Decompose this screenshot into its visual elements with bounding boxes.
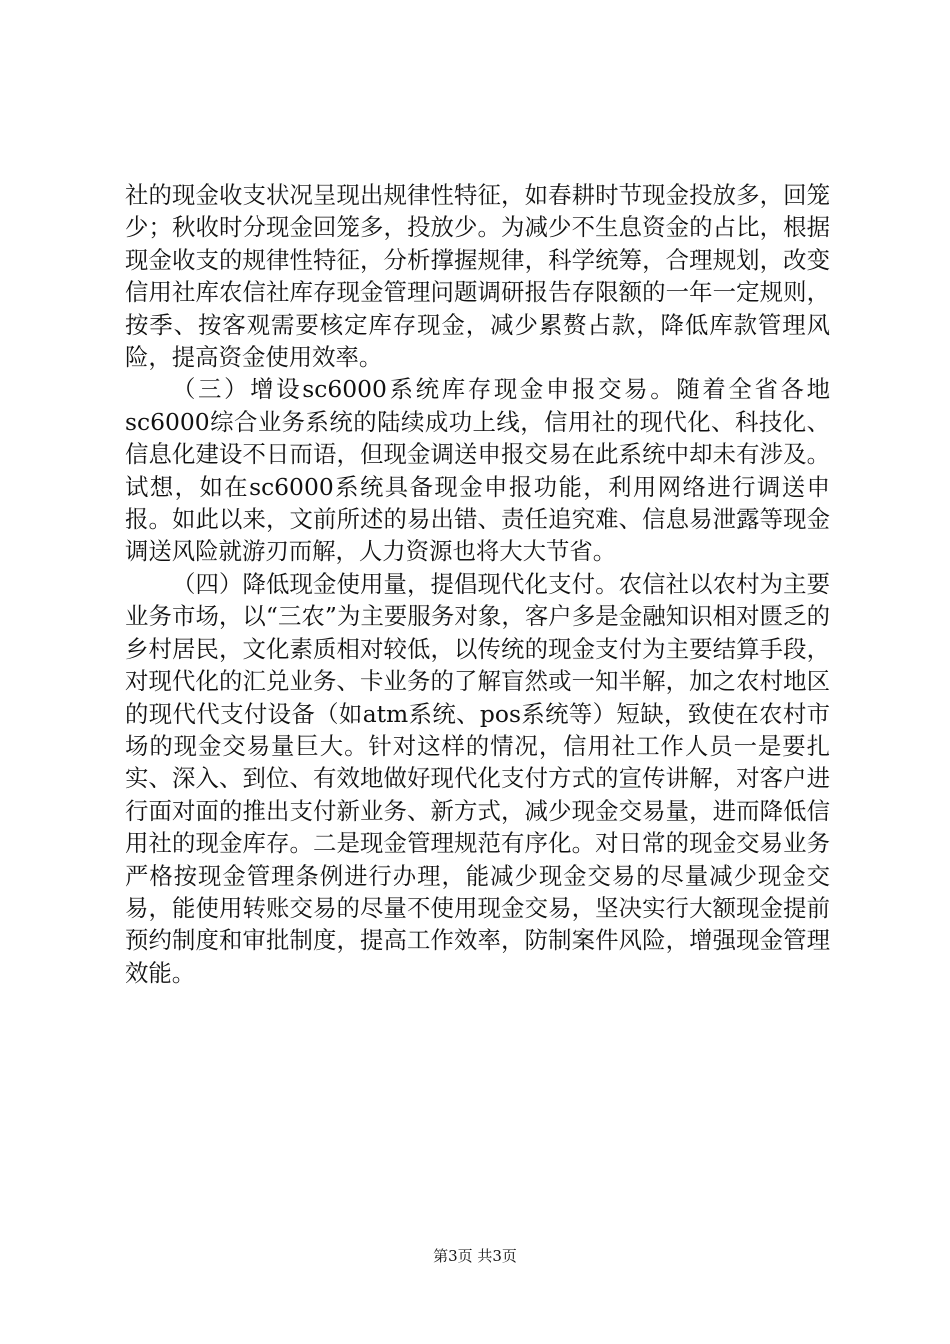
- paragraph-3: （四）降低现金使用量，提倡现代化支付。农信社以农村为主要业务市场，以“三农”为主要服务对象，客户多是金融知识相对匮乏的乡村居民，文化素质相对较低，以传统的现金支付为主要结算手段，对现代化的汇兑业务、卡业务的了解盲然或一知半解，加之农村地区的现代代支付设备（如atm系统、pos系统等）短缺，致使在农村市场的现金交易量巨大。针对这样的情况，信用社工作人员一是要扎实、深入、到位、有效地做好现代化支付方式的宣传讲解，对客户进行面对面的推出支付新业务、新方式，减少现金交易量，进而降低信用社的现金库存。二是现金管理规范有序化。对日常的现金交易业务严格按现金管理条例进行办理，能减少现金交易的尽量减少现金交易，能使用转账交易的尽量不使用现金交易，坚决实行大额现金提前预约制度和审批制度，提高工作效率，防制案件风险，增强现金管理效能。: [125, 569, 830, 987]
- page-footer: 第3页 共3页: [433, 1247, 517, 1265]
- paragraph-1: 社的现金收支状况呈现出规律性特征，如春耕时节现金投放多，回笼少；秋收时分现金回笼多，投放少。为减少不生息资金的占比，根据现金收支的规律性特征，分析撑握规律，科学统筹，合理规划，改变信用社库农信社库存现金管理问题调研报告存限额的一年一定规则，按季、按客观需要核定库存现金，减少累赘占款，降低库款管理风险，提高资金使用效率。: [125, 181, 830, 372]
- paragraph-2: （三）增设sc6000系统库存现金申报交易。随着全省各地sc6000综合业务系统的陆续成功上线，信用社的现代化、科技化、信息化建设不日而语，但现金调送申报交易在此系统中却未有涉及。试想，如在sc6000系统具备现金申报功能，利用网络进行调送申报。如此以来，文前所述的易出错、责任追究难、信息易泄露等现金调送风险就游刃而解，人力资源也将大大节省。: [125, 375, 830, 566]
- document-body: [125, 179, 830, 989]
